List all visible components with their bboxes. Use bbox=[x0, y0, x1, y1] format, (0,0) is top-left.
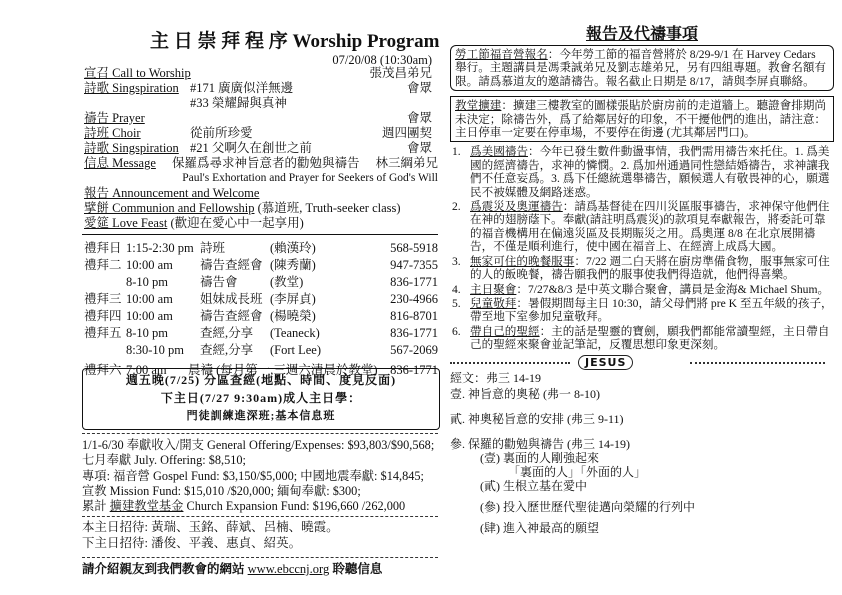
schedule-day: 禮拜六 bbox=[84, 363, 122, 377]
schedule-event: 姐妹成長班 bbox=[200, 292, 263, 306]
prayer-item bbox=[450, 255, 834, 282]
outline-subpoint: (參) 投入歷世歷代聖徒邁向榮耀的行列中 bbox=[480, 499, 695, 514]
offering-line: 專項: 福音營 Gospel Fund: $3,150/$5,000; 中國地震奉獻: $14,845; bbox=[82, 469, 424, 483]
schedule-event: 晨禱 (每月第一,三週六清晨於教堂) bbox=[188, 363, 378, 377]
schedule-event: 詩班 bbox=[200, 241, 226, 255]
program-content: #171 廣廣似洋無邊 bbox=[190, 81, 294, 95]
item-number: 1. bbox=[452, 145, 461, 159]
program-content: #33 榮耀歸與真神 bbox=[190, 96, 287, 110]
schedule-event: 查經,分享 bbox=[200, 326, 254, 340]
schedule-time: 10:00 am bbox=[126, 292, 173, 306]
offering-line: 宣教 Mission Fund: $15,010 /$20,000; 緬甸奉獻: $300; bbox=[82, 484, 361, 498]
schedule-phone: 567-2069 bbox=[390, 343, 438, 357]
program-leader: 週四團契 bbox=[381, 126, 432, 140]
program-content: 保羅爲尋求神旨意者的勸勉與禱告 bbox=[172, 156, 360, 170]
ushers-this-week: 本主日招待: 黃瑞、玉銘、薛斌、呂楠、曉霞。 bbox=[82, 520, 339, 534]
program-content: #21 父啊久在創世之前 bbox=[190, 141, 312, 155]
footer-suffix: 聆聽信息 bbox=[329, 562, 383, 576]
schedule-day: 禮拜三 bbox=[84, 292, 122, 306]
schedule-phone: 816-8701 bbox=[390, 309, 438, 323]
program-leader: 會眾 bbox=[406, 81, 432, 95]
program-item: 詩歌 Singspiration bbox=[84, 81, 179, 95]
announcements-column bbox=[450, 26, 834, 535]
schedule-time: 8:30-10 pm bbox=[126, 343, 184, 357]
program-title: 主 日 崇 拜 程 序 Worship Program bbox=[150, 31, 440, 52]
outline-subpoint: (壹) 裏面的人剛強起來 bbox=[480, 450, 599, 465]
schedule-contact: (教堂) bbox=[270, 275, 304, 289]
notice-line: 下主日(7/27 9:30am)成人主日學： bbox=[160, 391, 362, 405]
announcement-item: 報告 Announcement and Welcome bbox=[84, 186, 260, 200]
prayer-item bbox=[450, 200, 834, 254]
prayer-items bbox=[450, 145, 834, 351]
schedule-event: 禱告會 bbox=[200, 275, 238, 289]
prayer-item-title: 帶自己的聖經 bbox=[470, 324, 540, 338]
item-number: 2. bbox=[452, 200, 461, 214]
notice-scroll-box bbox=[82, 368, 440, 430]
announcements-title: 報告及代禱事項 bbox=[585, 26, 698, 43]
schedule-time: 8-10 pm bbox=[126, 326, 169, 340]
schedule-contact: (李屏貞) bbox=[270, 292, 316, 306]
prayer-item-title: 爲震災及奧運禱告 bbox=[470, 200, 563, 214]
program-leader: 林三綱弟兄 bbox=[375, 156, 438, 170]
item-number: 3. bbox=[452, 254, 461, 268]
schedule-day: 禮拜四 bbox=[84, 309, 122, 323]
schedule-phone: 836-1771 bbox=[390, 363, 438, 377]
prayer-item bbox=[450, 297, 834, 324]
footer-prefix: 請介紹親友到我們教會的網站 bbox=[82, 562, 248, 576]
website-link[interactable]: www.ebccnj.org bbox=[247, 562, 330, 576]
message-english-title: Paul's Exhortation and Prayer for Seekers of God's Will bbox=[182, 172, 438, 184]
program-leader: 會眾 bbox=[406, 111, 432, 125]
schedule-day: 禮拜日 bbox=[84, 241, 122, 255]
scripture-reference: 經文：弗三 14-19 bbox=[450, 370, 541, 385]
retreat-scroll-box bbox=[450, 45, 834, 91]
schedule-contact: (楊曉榮) bbox=[270, 309, 316, 323]
retreat-body: ：今年勞工節的福音營將於 8/29-9/1 在 Harvey Cedars 舉行。主題講員是馮秉誠弟兄及劉志雄弟兄，另有四組專題。教會名額有限。請爲慕道友的邀請禱告。報名截止日期是 8/17，請與李屏貞聯絡。 bbox=[455, 48, 827, 88]
divider bbox=[82, 433, 438, 434]
program-leader: 會眾 bbox=[406, 141, 432, 155]
schedule-phone: 836-1771 bbox=[390, 326, 438, 340]
schedule-event: 禱告查經會 bbox=[200, 309, 263, 323]
schedule-phone: 947-7355 bbox=[390, 258, 438, 272]
expansion-prefix: 累計 bbox=[82, 499, 110, 513]
jesus-divider bbox=[450, 355, 834, 370]
program-leader: 張茂昌弟兄 bbox=[369, 66, 432, 80]
schedule-contact: (賴漢玲) bbox=[270, 241, 316, 255]
schedule-contact: (Fort Lee) bbox=[270, 343, 322, 357]
program-item: 詩歌 Singspiration bbox=[84, 141, 179, 155]
schedule-time: 1:15-2:30 pm bbox=[126, 241, 194, 255]
expansion-value: Church Expansion Fund: $196,660 /262,000 bbox=[183, 499, 406, 513]
love-feast-item: 愛筵 Love Feast bbox=[84, 216, 168, 230]
divider bbox=[82, 557, 438, 558]
offering-line: 七月奉獻 July. Offering: $8,510; bbox=[82, 453, 246, 467]
jesus-fish-logo: JESUS bbox=[578, 355, 633, 370]
prayer-item-body: ：今年已發生數件動盪事情，我們需用禱告來托住。1. 爲美國的經濟禱告，求神的憐憫。2. 爲加州通過同性戀結婚禱告，求神讓我們不任意妄爲。3. 爲下任總統選舉禱告，願候選人有敬畏神的心，願選民不被媒體及網路迷惑。 bbox=[470, 145, 830, 199]
item-number: 5. bbox=[452, 296, 461, 310]
outline-point: 壹. 神旨意的奧秘 (弗一 8-10) bbox=[450, 386, 600, 401]
program-content: 從前所珍愛 bbox=[190, 126, 253, 140]
communion-item: 擘餅 Communion and Fellowship bbox=[84, 201, 255, 215]
prayer-item-title: 爲美國禱告 bbox=[470, 145, 528, 159]
schedule-phone: 230-4966 bbox=[390, 292, 438, 306]
prayer-item-title: 兒童敬拜 bbox=[470, 296, 517, 310]
schedule-time: 8-10 pm bbox=[126, 275, 169, 289]
item-number: 6. bbox=[452, 324, 461, 338]
prayer-item-body: ：主的話是聖靈的寶劍，願我們都能常讀聖經，主日帶自己的聖經來聚會並記筆記，反覆思想印象更深刻。 bbox=[470, 324, 830, 352]
outline-point: 貳. 神奧秘旨意的安排 (弗三 9-11) bbox=[450, 411, 624, 426]
offering-line: 1/1-6/30 奉獻收入/開支 General Offering/Expenses: $93,803/$90,568; bbox=[82, 438, 435, 452]
program-item: 禱告 Prayer bbox=[84, 111, 145, 125]
schedule-phone: 836-1771 bbox=[390, 275, 438, 289]
ushers-next-week: 下主日招待: 潘俊、平義、惠貞、紹英。 bbox=[82, 536, 302, 550]
divider bbox=[82, 234, 438, 235]
expansion-title: 教堂擴建 bbox=[455, 99, 502, 113]
schedule-time: 7:00 am bbox=[126, 363, 167, 377]
love-feast-note: (歡迎在愛心中一起享用) bbox=[170, 216, 304, 230]
item-number: 4. bbox=[452, 282, 461, 296]
prayer-item bbox=[450, 325, 834, 352]
schedule-day: 禮拜二 bbox=[84, 258, 122, 272]
schedule-contact: (陳秀蘭) bbox=[270, 258, 316, 272]
service-date: 07/20/08 (10:30am) bbox=[332, 53, 432, 67]
expansion-box bbox=[450, 96, 834, 142]
schedule-time: 10:00 am bbox=[126, 258, 173, 272]
prayer-item bbox=[450, 283, 834, 296]
expansion-fund-line bbox=[82, 499, 405, 514]
prayer-item bbox=[450, 145, 834, 199]
prayer-item-title: 主日聚會 bbox=[470, 282, 517, 296]
footer-website-line bbox=[82, 562, 382, 577]
notice-line: 門徒訓練進深班;基本信息班 bbox=[186, 410, 336, 422]
schedule-contact: (Teaneck) bbox=[270, 326, 320, 340]
schedule-time: 10:00 am bbox=[126, 309, 173, 323]
retreat-title: 勞工節福音營報名 bbox=[455, 48, 548, 61]
schedule-phone: 568-5918 bbox=[390, 241, 438, 255]
prayer-item-body: ：請爲基督徒在四川災區服事禱告，求神保守他們住在神的翅膀蔭下。奉獻(請註明爲震災)的款項見奉獻報告，將委託可靠的福音機構用在偏遠災區及長期賑災之用。爲奧運 8/8 在北京展開禱告，不僅是順利進行，使中國在福音上、在經濟上成爲大國。 bbox=[470, 200, 830, 254]
prayer-item-body: ：7/27&8/3 是中英文聯合聚會，講員是金海& Michael Shum。 bbox=[516, 282, 830, 296]
prayer-item-body: ：7/22 週二白天將在廚房準備食物，服事無家可住的人的飯晚餐，禱告願我們的服事使我們得造就，他們得喜樂。 bbox=[470, 254, 830, 282]
prayer-item-title: 無家可住的晚餐服事 bbox=[470, 254, 575, 268]
prayer-item-body: ：暑假期間每主日 10:30，請父母們將 pre K 至五年級的孩子，帶至地下室參加兒童敬拜。 bbox=[470, 296, 833, 324]
program-item: 詩班 Choir bbox=[84, 126, 141, 140]
outline-subpoint: (肆) 進入神最高的願望 bbox=[480, 520, 599, 535]
expansion-label: 擴建教堂基金 bbox=[109, 499, 184, 513]
outline-subpoint: (貳) 生根立基在愛中 bbox=[480, 478, 587, 493]
program-item: 宣召 Call to Worship bbox=[84, 66, 191, 80]
divider bbox=[82, 516, 438, 517]
program-item: 信息 Message bbox=[84, 156, 156, 170]
expansion-body: ：擴建三樓教室的圖樣張貼於廚房前的走道牆上。聽證會排期尚未決定；除禱告外，爲了給鄰居好的印象，不干擾他們的進出，請注意：主日停車一定要在停車場，不要停在街邊 (尤其鄰居門口)。 bbox=[455, 99, 827, 140]
outline-point: 參. 保羅的勸勉與禱告 (弗三 14-19) bbox=[450, 436, 630, 451]
notice-line: 週五晚(7/25) 分區查經(地點、時間、度見反面) bbox=[125, 373, 397, 387]
communion-note: (慕道班, Truth-seeker class) bbox=[257, 201, 401, 215]
schedule-event: 查經,分享 bbox=[200, 343, 254, 357]
schedule-event: 禱告查經會 bbox=[200, 258, 263, 272]
schedule-day: 禮拜五 bbox=[84, 326, 122, 340]
outline-note: 「裏面的人」「外面的人」 bbox=[508, 464, 647, 479]
